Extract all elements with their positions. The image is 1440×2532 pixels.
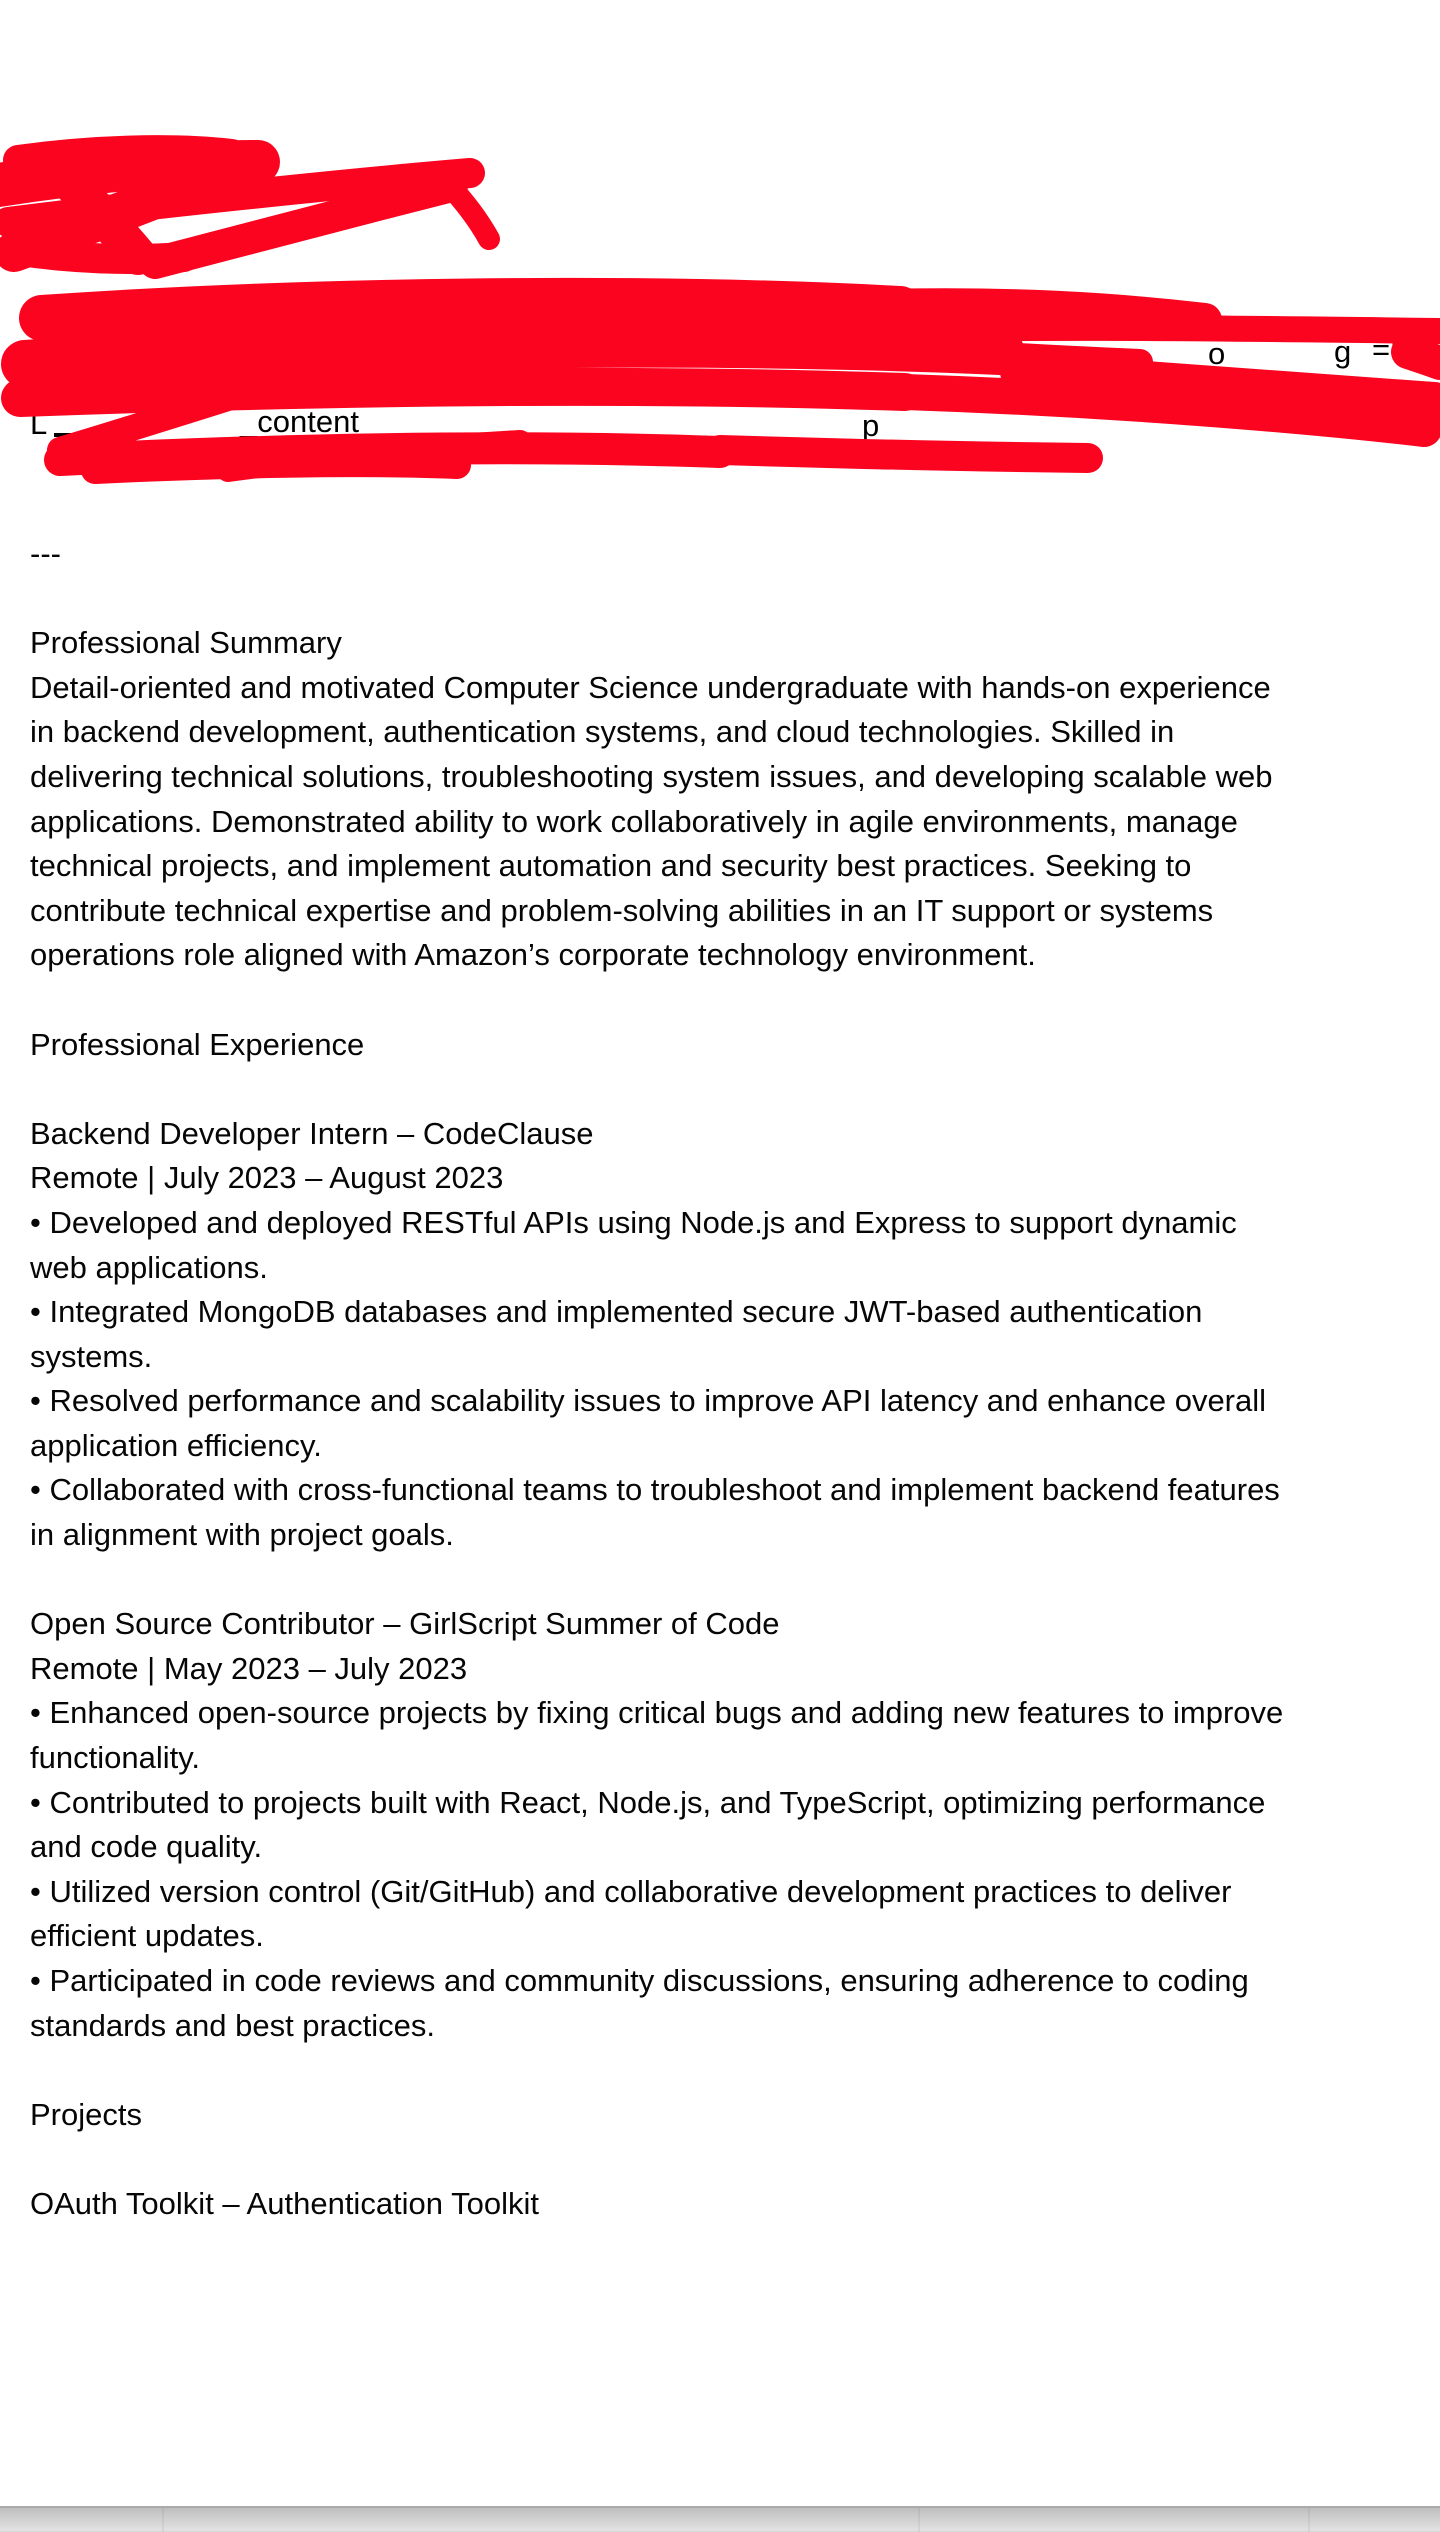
redacted-fragment: o (1208, 336, 1226, 371)
experience-heading: Professional Experience (30, 1026, 365, 1062)
bullet-line: functionality. (30, 1740, 201, 1776)
resume-text (30, 532, 1420, 2227)
bullet-line: application efficiency. (30, 1427, 322, 1463)
project-title: OAuth Toolkit – Authentication Toolkit (30, 2185, 539, 2221)
toolbar-seam (162, 2508, 164, 2532)
summary-line: contribute technical expertise and problem-solving abilities in an IT support or systems (30, 892, 1214, 928)
bullet-line: in alignment with project goals. (30, 1517, 454, 1553)
bullet-line: • Developed and deployed RESTful APIs using Node.js and Express to support dynamic (30, 1204, 1237, 1240)
job-title: Backend Developer Intern – CodeClause (30, 1115, 594, 1151)
redaction-scribble (0, 0, 1440, 520)
summary-heading: Professional Summary (30, 625, 342, 661)
bullet-line: • Utilized version control (Git/GitHub) and collaborative development practices to deliver (30, 1873, 1232, 1909)
job-title: Open Source Contributor – GirlScript Summer of Code (30, 1606, 780, 1642)
job-meta: Remote | May 2023 – July 2023 (30, 1650, 468, 1686)
toolbar-seam (1308, 2508, 1310, 2532)
bottom-toolbar-edge (0, 2506, 1440, 2532)
summary-line: in backend development, authentication systems, and cloud technologies. Skilled in (30, 714, 1175, 750)
bullet-line: and code quality. (30, 1829, 263, 1865)
summary-line: applications. Demonstrated ability to work collaboratively in agile environments, manage (30, 803, 1238, 839)
redacted-fragment: L (30, 406, 48, 441)
redacted-fragment: and (62, 239, 114, 274)
bullet-line: • Resolved performance and scalability issues to improve API latency and enhance overall (30, 1383, 1267, 1419)
redacted-fragment: =S (1372, 332, 1411, 367)
job-meta: Remote | July 2023 – August 2023 (30, 1160, 504, 1196)
bullet-line: standards and best practices. (30, 2007, 435, 2043)
bullet-line: • Integrated MongoDB databases and implemented secure JWT-based authentication (30, 1294, 1203, 1330)
bullet-line: • Participated in code reviews and community discussions, ensuring adherence to coding (30, 1963, 1249, 1998)
summary-line: delivering technical solutions, troubleshooting system issues, and developing scalable web (30, 758, 1273, 794)
bullet-line: web applications. (30, 1249, 268, 1285)
bullet-line: • Contributed to projects built with React, Node.js, and TypeScript, optimizing performance (30, 1784, 1266, 1820)
bullet-line: systems. (30, 1338, 153, 1374)
toolbar-seam (918, 2508, 920, 2532)
projects-heading: Projects (30, 2096, 142, 2132)
bullet-line: efficient updates. (30, 1918, 264, 1954)
summary-line: technical projects, and implement automation and security best practices. Seeking to (30, 848, 1192, 884)
summary-line: operations role aligned with Amazon’s corporate technology environment. (30, 937, 1036, 973)
redacted-fragment: g (1334, 334, 1352, 369)
summary-line: Detail-oriented and motivated Computer Science undergraduate with hands-on experience (30, 669, 1271, 705)
redacted-fragment: p (862, 408, 880, 443)
separator-line: --- (30, 536, 61, 571)
bullet-line: • Collaborated with cross-functional teams to troubleshoot and implement backend features (30, 1472, 1280, 1508)
redacted-fragment: il (138, 328, 152, 363)
bullet-line: • Enhanced open-source projects by fixing critical bugs and adding new features to improve (30, 1695, 1284, 1731)
redacted-header (0, 0, 1440, 520)
redacted-fragment: _content (240, 404, 359, 439)
